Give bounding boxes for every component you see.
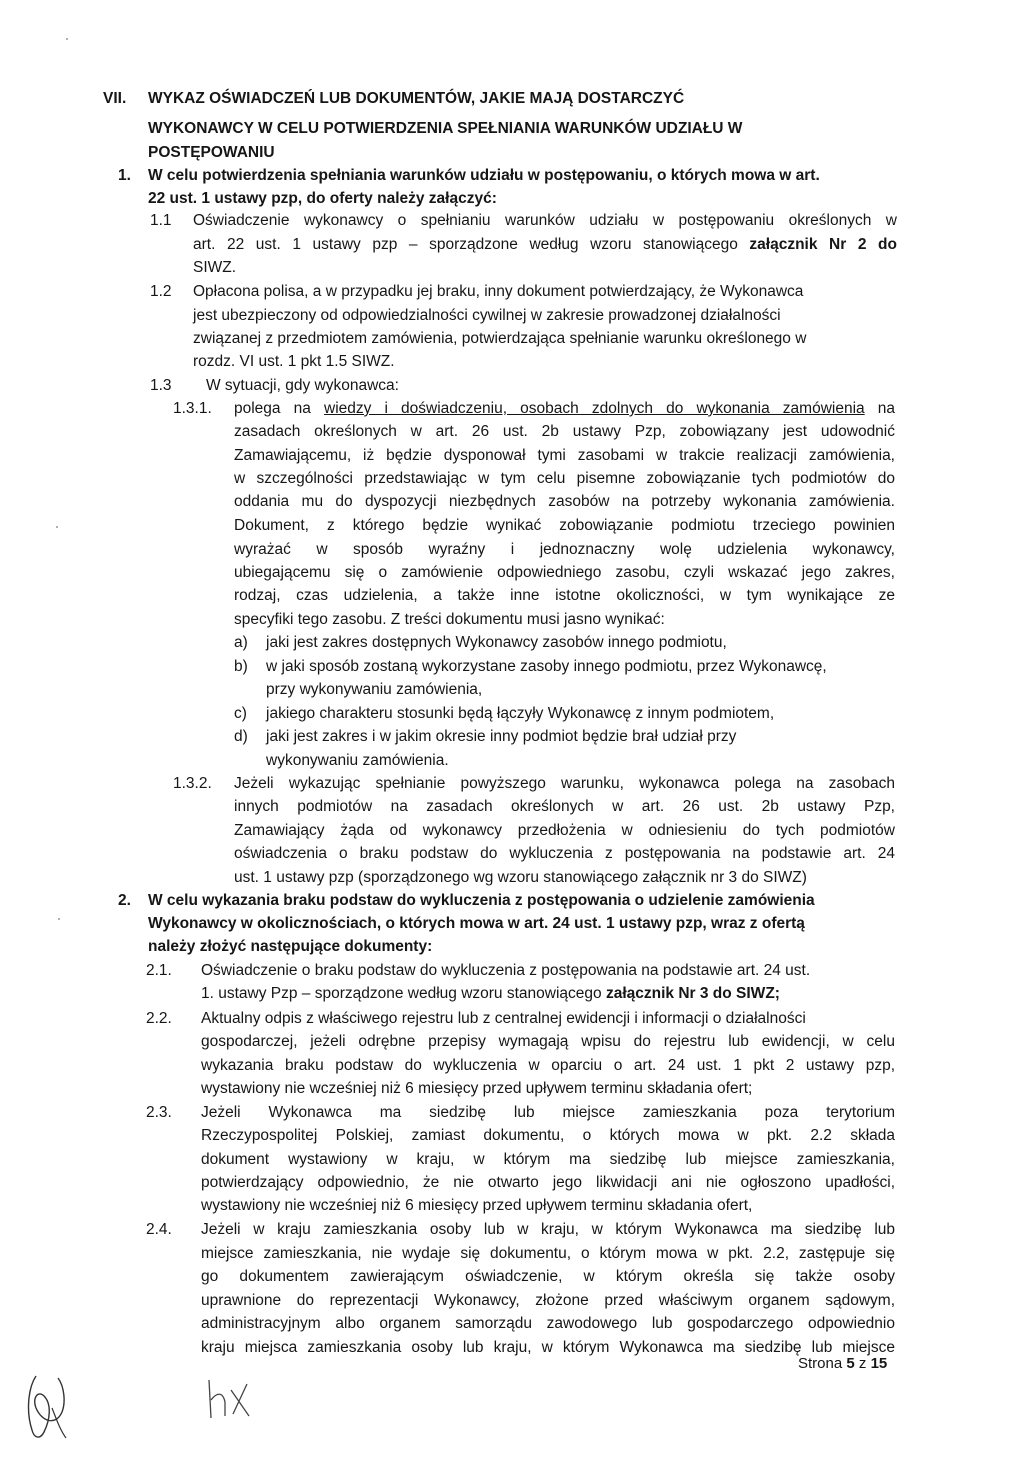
point-1-3-2-number: 1.3.2. [173, 775, 212, 792]
point-2-4-number: 2.4. [146, 1221, 172, 1238]
point-1-2-line-4: rozdz. VI ust. 1 pkt 1.5 SIWZ. [193, 353, 395, 370]
section-title-line-3: POSTĘPOWANIU [148, 144, 275, 161]
point-2-3-line-4: potwierdzający odpowiednio, że nie otwarto jego likwidacji ani nie ogłoszono upadłości, [201, 1174, 895, 1191]
list-item-text: jaki jest zakres dostępnych Wykonawcy zasobów innego podmiotu, [266, 634, 727, 651]
point-2-3-line-5: wystawiony nie wcześniej niż 6 miesięcy przed upływem terminu składania ofert, [201, 1197, 753, 1214]
point-1-number: 1. [118, 167, 131, 184]
point-2-4-line-2: miejsce zamieszkania, nie wydaje się dokumentu, o którym mowa w pkt. 2.2, zastępuje się [201, 1245, 895, 1262]
point-1-3-1-line-3: Zamawiającemu, iż będzie dysponował tymi zasobami w trakcie realizacji zamówienia, [234, 447, 895, 464]
point-1-2-line-1: Opłacona polisa, a w przypadku jej braku, inny dokument potwierdzający, że Wykonawca [193, 283, 804, 300]
scan-speck [66, 38, 68, 40]
point-1-1-number: 1.1 [150, 212, 172, 229]
point-2-3-line-3: dokument wystawiony w kraju, w którym ma siedzibę lub miejsce zamieszkania, [201, 1151, 895, 1168]
point-1-3-1-line-1: polega na wiedzy i doświadczeniu, osobach zdolnych do wykonania zamówienia na [234, 400, 896, 417]
point-1-3-1-line-6: Dokument, z którego będzie wynikać zobowiązanie podmiotu trzeciego powinien [234, 517, 895, 534]
point-2-line-3: należy złożyć następujące dokumenty: [148, 938, 433, 955]
point-1-3-2-line-1: Jeżeli wykazując spełnianie powyższego warunku, wykonawca polega na zasobach [234, 775, 895, 792]
list-item-text: jaki jest zakres i w jakim okresie inny podmiot będzie brał udział przy [266, 728, 737, 745]
list-item-marker: a) [234, 634, 248, 651]
point-1-2-line-3: związanej z przedmiotem zamówienia, potwierdzająca spełnianie warunku określonego w [193, 330, 807, 347]
point-2-4-line-4: uprawnione do reprezentacji Wykonawcy, złożone przed właściwym organem sądowym, [201, 1292, 895, 1309]
point-2-4-line-5: administracyjnym albo organem samorządu zawodowego lub gospodarczego odpowiednio [201, 1315, 895, 1332]
point-1-3-1-line-7: wyrażać w sposób wyraźny i jednoznaczny wolę udzielenia wykonawcy, [234, 541, 895, 558]
point-1-3-1-line-4: w szczególności przedstawiając w tym celu pisemne zobowiązanie tych podmiotów do [234, 470, 895, 487]
point-2-1-line-2: 1. ustawy Pzp – sporządzone według wzoru stanowiącego załącznik Nr 3 do SIWZ; [201, 985, 780, 1002]
point-2-2-line-1: Aktualny odpis z właściwego rejestru lub z centralnej ewidencji i informacji o działalności [201, 1010, 806, 1027]
point-1-3-2-line-2: innych podmiotów na zasadach określonych w art. 26 ust. 2b ustawy Pzp, [234, 798, 895, 815]
point-1-line-1: W celu potwierdzenia spełniania warunków udziału w postępowaniu, o których mowa w art. [148, 167, 820, 184]
point-1-line-2: 22 ust. 1 ustawy pzp, do oferty należy załączyć: [148, 190, 497, 207]
section-title-line-1: WYKAZ OŚWIADCZEŃ LUB DOKUMENTÓW, JAKIE MAJĄ DOSTARCZYĆ [148, 90, 685, 107]
point-2-2-line-3: wykazania braku podstaw do wykluczenia w oparciu o art. 24 ust. 1 pkt 2 ustawy pzp, [201, 1057, 895, 1074]
list-item-text-cont: przy wykonywaniu zamówienia, [266, 681, 483, 698]
point-1-3-1-line-10: specyfiki tego zasobu. Z treści dokumentu musi jasno wynikać: [234, 611, 665, 628]
point-1-3-line-1: W sytuacji, gdy wykonawca: [206, 377, 399, 394]
point-1-3-1-number: 1.3.1. [173, 400, 212, 417]
point-1-2-number: 1.2 [150, 283, 172, 300]
point-1-3-number: 1.3 [150, 377, 172, 394]
list-item-marker: d) [234, 728, 248, 745]
scan-speck [56, 526, 58, 528]
point-2-2-line-4: wystawiony nie wcześniej niż 6 miesięcy przed upływem terminu składania ofert; [201, 1080, 753, 1097]
point-2-4-line-6: kraju miejsca zamieszkania osoby lub kraju, w którym Wykonawca ma siedzibę lub miejsce [201, 1339, 895, 1356]
list-item-marker: b) [234, 658, 248, 675]
list-item-text: w jaki sposób zostaną wykorzystane zasoby innego podmiotu, przez Wykonawcę, [266, 658, 827, 675]
handwritten-initials-left [22, 1368, 74, 1446]
point-2-2-number: 2.2. [146, 1010, 172, 1027]
point-2-1-line-1: Oświadczenie o braku podstaw do wykluczenia z postępowania na podstawie art. 24 ust. [201, 962, 811, 979]
point-2-4-line-1: Jeżeli w kraju zamieszkania osoby lub w kraju, w którym Wykonawca ma siedzibę lub [201, 1221, 895, 1238]
point-2-line-2: Wykonawcy w okolicznościach, o których mowa w art. 24 ust. 1 ustawy pzp, wraz z ofertą [148, 915, 805, 932]
point-1-3-2-line-5: ust. 1 ustawy pzp (sporządzonego wg wzoru stanowiącego załącznik nr 3 do SIWZ) [234, 869, 807, 886]
list-item-text: jakiego charakteru stosunki będą łączyły Wykonawcę z innym podmiotem, [266, 705, 775, 722]
page-number: Strona 5 z 15 [798, 1355, 888, 1372]
point-2-4-line-3: go dokumentem zawierającym oświadczenie, w którym określa się także osoby [201, 1268, 895, 1285]
point-1-3-1-line-5: oddania mu do dyspozycji niezbędnych zasobów na potrzeby wykonania zamówienia. [234, 493, 895, 510]
list-item-marker: c) [234, 705, 247, 722]
point-2-1-number: 2.1. [146, 962, 172, 979]
point-2-3-line-2: Rzeczypospolitej Polskiej, zamiast dokumentu, o których mowa w pkt. 2.2 składa [201, 1127, 895, 1144]
point-1-1-line-2: art. 22 ust. 1 ustawy pzp – sporządzone według wzoru stanowiącego załącznik Nr 2 do [193, 236, 897, 253]
point-1-3-2-line-3: Zamawiający żąda od wykonawcy przedłożenia w odniesieniu do tych podmiotów [234, 822, 895, 839]
point-1-1-line-1: Oświadczenie wykonawcy o spełnianiu warunków udziału w postępowaniu określonych w [193, 212, 897, 229]
section-number: VII. [103, 90, 127, 107]
point-2-number: 2. [118, 892, 131, 909]
point-2-line-1: W celu wykazania braku podstaw do wykluczenia z postępowania o udzielenie zamówienia [148, 892, 815, 909]
point-2-2-line-2: gospodarczej, jeżeli odrębne przepisy wymagają wpisu do rejestru lub ewidencji, w celu [201, 1033, 895, 1050]
section-title-line-2: WYKONAWCY W CELU POTWIERDZENIA SPEŁNIANIA WARUNKÓW UDZIAŁU W [148, 120, 743, 137]
point-2-3-number: 2.3. [146, 1104, 172, 1121]
point-1-3-1-line-2: zasadach określonych w art. 26 ust. 2b ustawy Pzp, zobowiązany jest udowodnić [234, 423, 895, 440]
point-1-2-line-2: jest ubezpieczony od odpowiedzialności cywilnej w zakresie prowadzonej działalności [193, 307, 781, 324]
point-1-3-1-line-8: ubiegającemu się o zamówienie odpowiedniego zasobu, czyli wskazać jego zakres, [234, 564, 895, 581]
handwritten-initials-center [203, 1376, 257, 1422]
list-item-text-cont: wykonywaniu zamówienia. [266, 752, 449, 769]
point-2-3-line-1: Jeżeli Wykonawca ma siedzibę lub miejsce zamieszkania poza terytorium [201, 1104, 895, 1121]
point-1-1-line-3: SIWZ. [193, 259, 237, 276]
point-1-3-2-line-4: oświadczenia o braku podstaw do wykluczenia z postępowania na podstawie art. 24 [234, 845, 895, 862]
scan-speck [58, 918, 60, 920]
point-1-3-1-line-9: rodzaj, czas udzielenia, a także inne istotne okoliczności, w tym wynikające ze [234, 587, 895, 604]
